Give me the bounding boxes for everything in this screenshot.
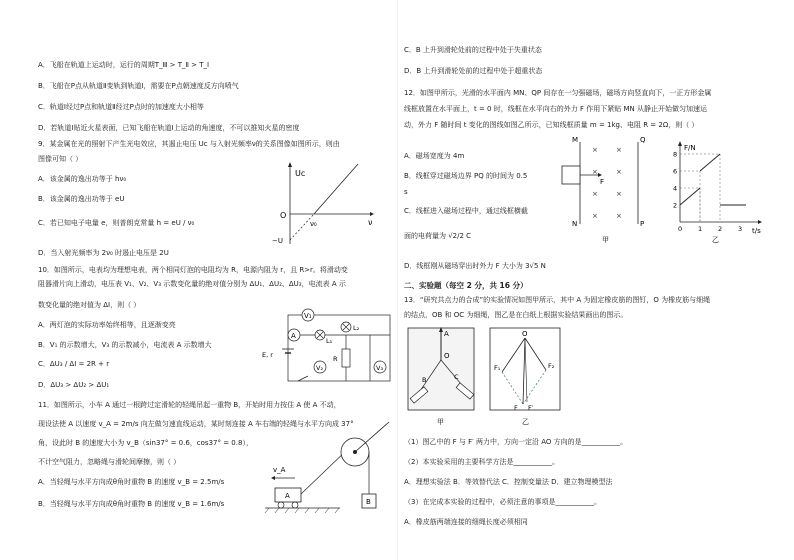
q11-option-d: D．B 上升到滑轮处前的过程中处于超重状态 (404, 67, 543, 75)
y-axis-label: F/N (684, 144, 696, 152)
q10-l1-label: L₁ (326, 337, 333, 345)
q12-option-c-2: 面的电荷量为 √2/2 C (404, 232, 472, 240)
q13-string-c-label: C (454, 373, 459, 381)
x-axis-label: t/s (752, 227, 761, 235)
q9-x-axis-label: ν (368, 218, 373, 227)
q10-ammeter-label: A (291, 332, 296, 340)
q10-option-c: C．ΔU₃ / ΔI = 2R + r (38, 360, 110, 368)
q13-part-3: （3）在完成本实验的过程中，必须注意的事项是___________。 (404, 498, 601, 506)
section-2-heading: 二、实验题（每空 2 分，共 16 分） (404, 281, 528, 290)
svg-text:×: × (592, 146, 598, 154)
column-divider (397, 0, 398, 560)
y-tick-label: 6 (673, 167, 678, 176)
q11-weight-label: B (366, 498, 371, 506)
q9-nu0-label: ν₀ (310, 220, 317, 228)
q13-f2-label: F₂ (548, 362, 555, 370)
q13-part-2-options: A．理想实验法 B．等效替代法 C．控制变量法 D．建立物理模型法 (404, 478, 613, 486)
q13-experiment-diagram (404, 324, 484, 428)
q10-source-label: E, r (262, 351, 273, 359)
q10-v3-label: V₃ (376, 364, 384, 372)
q10-l2-label: L₂ (353, 324, 360, 332)
q9-option-d: D．当入射光频率为 2ν₀ 时遏止电压是 2U (38, 249, 169, 257)
q12-label-n: N (572, 220, 578, 228)
q13-caption-yi: 乙 (522, 418, 529, 426)
series-line-1 (680, 188, 700, 205)
series-line-2 (700, 154, 720, 171)
q13-knot-label: O (444, 352, 450, 360)
q9-uc-nu-graph (270, 160, 380, 250)
q8-option-a: A．飞船在轨道上运动时，运行的周期T_Ⅲ > T_Ⅱ > T_Ⅰ (38, 61, 210, 69)
q13-part-2: （2）本实验采用的主要科学方法是___________。 (404, 458, 559, 466)
q13-pin-label: A (444, 330, 449, 338)
q12-option-b-2: s (404, 188, 408, 196)
q11-pulley-diagram (265, 420, 395, 520)
svg-text:×: × (592, 212, 598, 220)
q8-option-d: D．若轨道Ⅰ贴近火星表面，已知飞船在轨道Ⅰ上运动的角速度，不可以推知火星的密度 (38, 124, 300, 132)
q12-caption-jia: 甲 (602, 236, 609, 244)
q11-stem-4: 不计空气阻力，忽略绳与滑轮间摩擦，则（ ） (38, 458, 181, 466)
q10-option-a: A．两灯泡的实际功率始终相等，且逐渐变亮 (38, 321, 176, 329)
svg-text:×: × (616, 146, 622, 154)
q10-stem-1: 10．如图所示，电表均为理想电表，两个相同灯泡的电阻均为 R，电源内阻为 r，且 R>r。将滑动变 (38, 266, 348, 274)
q8-option-b: B．飞船在P点从轨道Ⅱ变轨到轨道Ⅰ，需要在P点朝速度反方向喷气 (38, 82, 239, 90)
q13-f-label: F (514, 404, 518, 412)
q9-stem-2: 图像可知（ ） (38, 155, 83, 163)
q12-label-q: Q (640, 136, 646, 144)
q13-string-b-label: B (422, 376, 427, 384)
x-tick-label: 1 (698, 225, 703, 233)
q11-option-c: C．B 上升到滑轮处前的过程中处于失重状态 (404, 46, 542, 54)
q12-option-b-1: B．线框穿过磁场边界 PQ 的时间为 0.5 (404, 172, 528, 180)
q11-option-a: A．当轻绳与水平方向成θ角时重物 B 的速度 v_B = 2.5m/s (38, 478, 225, 486)
q13-f-prime-label: F′ (528, 404, 534, 412)
q10-rheostat-label: R (333, 355, 338, 363)
q9-y-axis-label: Uc (295, 169, 306, 178)
x-tick-label: 3 (738, 225, 743, 233)
q11-stem-3: 角，设此时 B 的速度大小为 v_B（sin37° = 0.6，cos37° = 0.8）， (38, 439, 253, 447)
q12-stem-3: 动，外力 F 随时间 t 变化的图线如图乙所示，已知线框质量 m = 1kg、电阻 R = 2Ω，则（ ） (404, 121, 699, 129)
q11-car-label: A (285, 492, 290, 500)
svg-text:×: × (592, 190, 598, 198)
q12-label-p: P (640, 220, 645, 228)
q12-stem-1: 12．如图甲所示，光滑的水平面内 MN、QP 间存在一匀强磁场，磁场方向竖直向下，一正方形金属 (404, 89, 712, 97)
q13-part-3-option-a: A．橡皮筋两端连接的细绳长度必须相同 (404, 518, 528, 526)
q13-part-1: （1）图乙中的 F 与 F′ 两力中，方向一定沿 AO 方向的是___________。 (404, 438, 628, 446)
y-tick-label: 2 (673, 201, 678, 210)
q11-stem-2: 现设法使 A 以速度 v_A = 2m/s 向左做匀速直线运动，某时刻连接 A 车右端的轻绳与水平方向成 37° (38, 420, 354, 428)
q10-stem-2: 阻器滑片向上滑动，电压表 V₁、V₂、V₃ 示数变化量的绝对值分别为 ΔU₁、ΔU₂、ΔU₃，电流表 A 示 (38, 280, 346, 288)
q11-stem-1: 11．如图所示，小车 A 通过一根跨过定滑轮的轻绳吊起一重物 B，开始时用力按住 A 使 A 不动， (38, 401, 341, 409)
q13-caption-jia: 甲 (437, 418, 444, 426)
q11-va-label: v_A (273, 466, 286, 474)
svg-text:×: × (616, 168, 622, 176)
svg-text:×: × (616, 212, 622, 220)
q13-stem-2: 的结点，OB 和 OC 为细绳，图乙是在白纸上根据实验结果画出的图示。 (404, 311, 628, 319)
q13-stem-1: 13．“研究共点力的合成”的实验情况如图甲所示，其中 A 为固定橡皮筋的图钉，O 为橡皮筋与细绳 (404, 296, 711, 304)
svg-text:×: × (616, 190, 622, 198)
q13-origin-label: O (522, 330, 528, 338)
q12-option-a: A．磁场宽度为 4m (404, 152, 465, 160)
q11-option-b: B．当轻绳与水平方向成θ角时重物 B 的速度 v_B = 1.6m/s (38, 500, 225, 508)
q12-force-label: F (600, 178, 605, 186)
q13-f1-label: F₁ (494, 364, 501, 372)
q10-circuit-diagram (262, 305, 400, 393)
q10-stem-3: 数变化量的绝对值为 ΔI，则（ ） (38, 301, 141, 309)
q9-minus-u-label: −U (272, 237, 283, 245)
q9-option-a: A．该金属的逸出功等于 hν₀ (38, 175, 127, 183)
q9-origin-label: O (280, 211, 287, 220)
q12-label-m: M (572, 136, 579, 144)
q10-v1-label: V₁ (304, 312, 312, 320)
q12-caption-yi: 乙 (712, 236, 719, 244)
q10-option-d: D．ΔU₃ > ΔU₂ > ΔU₁ (38, 381, 110, 389)
x-tick-label: 2 (718, 225, 723, 233)
q12-magnetic-field-diagram (560, 134, 650, 244)
q12-stem-2: 线框放置在水平面上，t = 0 时，线框在水平向右的外力 F 作用下紧贴 MN 从静止开始做匀加速运 (404, 105, 707, 113)
x-tick-label: 0 (678, 225, 683, 233)
q12-option-c-1: C．线框进入磁场过程中，通过线框横截 (404, 207, 528, 215)
q9-stem-1: 9．某金属在光的照射下产生光电效应，其遏止电压 Uc 与入射光频率ν的关系图像如图所示，则由 (38, 140, 340, 148)
q13-force-parallelogram (488, 324, 564, 428)
y-tick-label: 4 (673, 184, 678, 193)
q10-v2-label: V₂ (316, 364, 324, 372)
q12-option-d: D．线框刚从磁场穿出时外力 F 大小为 3√5 N (404, 262, 546, 270)
q12-force-time-chart (660, 140, 770, 244)
y-tick-label: 8 (673, 150, 678, 159)
svg-text:×: × (592, 168, 598, 176)
q9-option-c: C．若已知电子电量 e，则普朗克常量 h = eU / ν₀ (38, 219, 195, 227)
q9-option-b: B．该金属的逸出功等于 eU (38, 195, 125, 203)
q8-option-c: C．轨道Ⅰ经过P点和轨道Ⅱ经过P点时的加速度大小相等 (38, 103, 204, 111)
q10-option-b: B．V₁ 的示数增大，V₃ 的示数减小，电流表 A 示数增大 (38, 341, 212, 349)
